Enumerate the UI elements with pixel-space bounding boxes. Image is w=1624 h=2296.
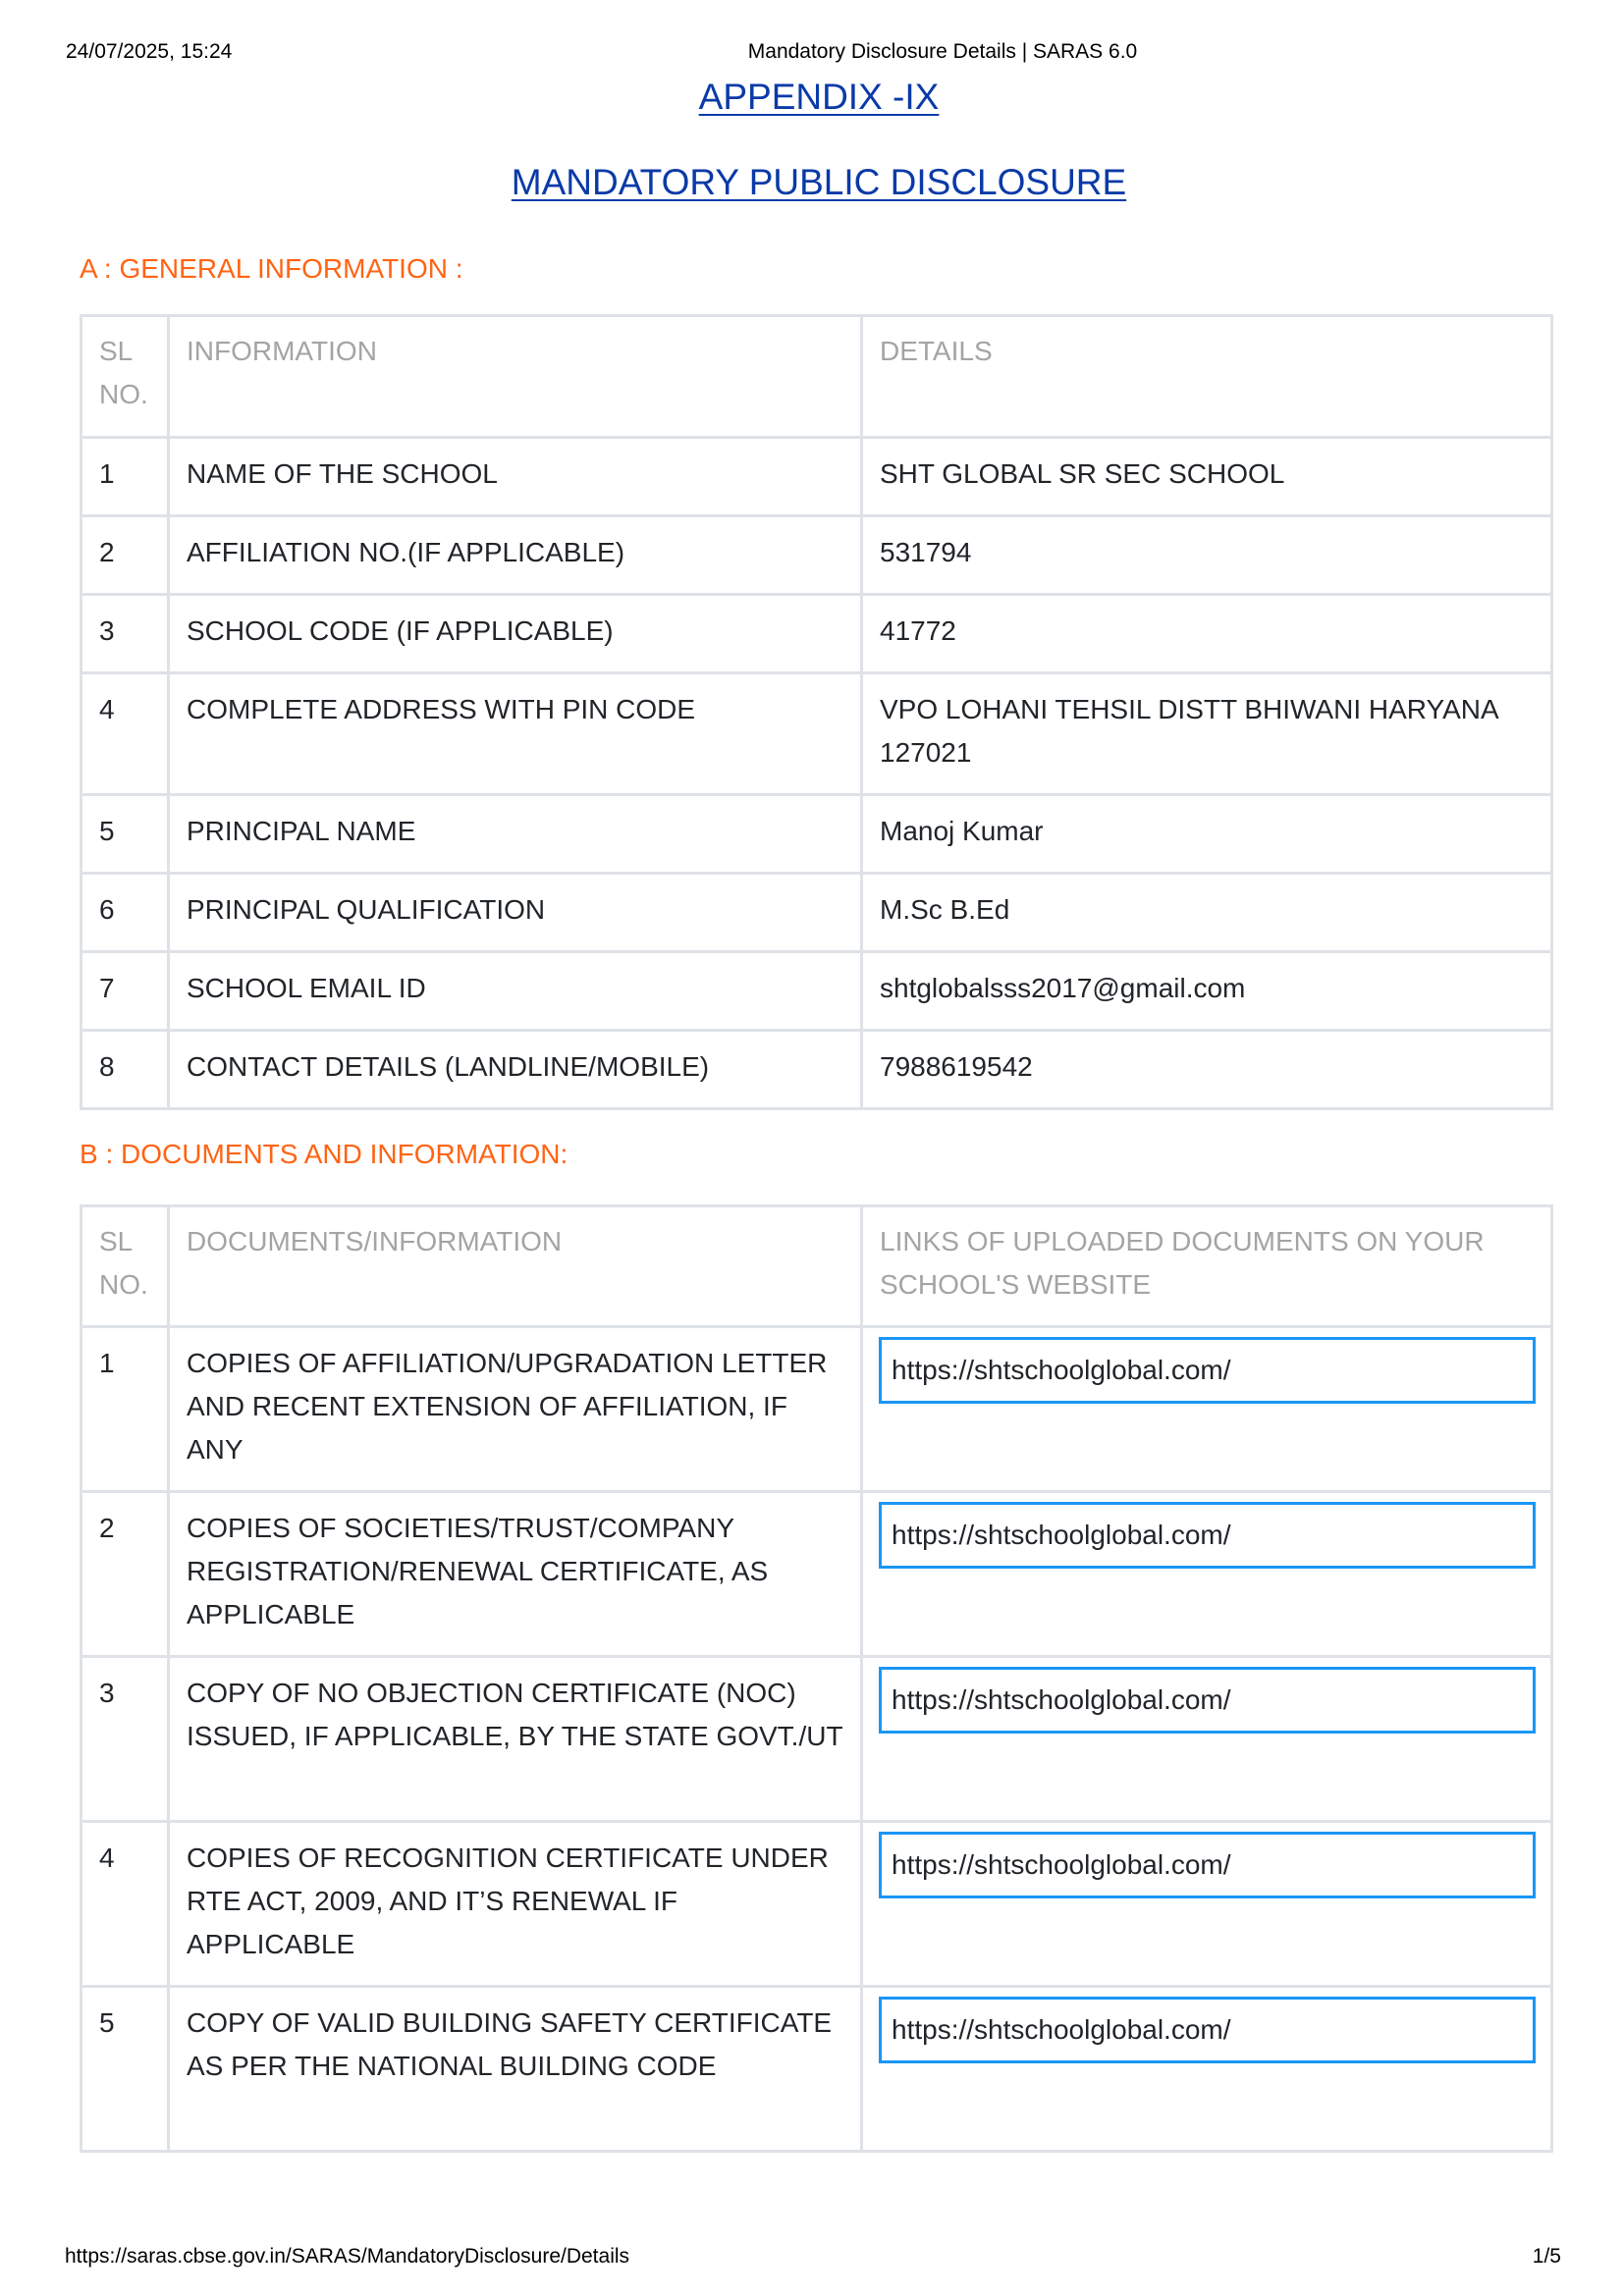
document-cell: COPY OF NO OBJECTION CERTIFICATE (NOC) ISSUED, IF APPLICABLE, BY THE STATE GOVT./UT <box>169 1657 862 1822</box>
details-cell: shtglobalsss2017@gmail.com <box>862 952 1552 1031</box>
print-page-number: 1/5 <box>1532 2245 1561 2268</box>
details-cell: 7988619542 <box>862 1031 1552 1109</box>
details-cell: M.Sc B.Ed <box>862 874 1552 952</box>
sl-no-cell: 8 <box>81 1031 169 1109</box>
sl-no-cell: 1 <box>81 438 169 516</box>
document-link-input[interactable] <box>879 1502 1536 1569</box>
sl-no-cell: 5 <box>81 795 169 874</box>
document-cell: COPIES OF RECOGNITION CERTIFICATE UNDER RTE ACT, 2009, AND IT’S RENEWAL IF APPLICABLE <box>169 1822 862 1987</box>
table-row <box>81 595 1552 673</box>
table-row <box>81 1327 1552 1492</box>
print-datetime: 24/07/2025, 15:24 <box>66 40 233 63</box>
information-cell: CONTACT DETAILS (LANDLINE/MOBILE) <box>169 1031 862 1109</box>
information-cell: SCHOOL CODE (IF APPLICABLE) <box>169 595 862 673</box>
sl-no-cell: 5 <box>81 1987 169 2152</box>
print-footer-url: https://saras.cbse.gov.in/SARAS/MandatoryDisclosure/Details <box>65 2245 630 2268</box>
table-row <box>81 952 1552 1031</box>
table-header-row <box>81 316 1552 438</box>
details-cell: SHT GLOBAL SR SEC SCHOOL <box>862 438 1552 516</box>
print-page-title-wrap <box>0 40 1624 64</box>
details-cell: VPO LOHANI TEHSIL DISTT BHIWANI HARYANA 127021 <box>862 673 1552 795</box>
sl-no-cell: 6 <box>81 874 169 952</box>
document-link-input[interactable] <box>879 1337 1536 1404</box>
document-link-input[interactable] <box>879 1667 1536 1734</box>
table-row <box>81 1822 1552 1987</box>
column-header-information: INFORMATION <box>169 316 862 438</box>
column-header-documents: DOCUMENTS/INFORMATION <box>169 1206 862 1327</box>
table-row <box>81 438 1552 516</box>
column-header-sl-no: SL NO. <box>81 316 169 438</box>
information-cell: PRINCIPAL NAME <box>169 795 862 874</box>
column-header-details: DETAILS <box>862 316 1552 438</box>
link-cell <box>862 1327 1552 1492</box>
column-header-sl-no: SL NO. <box>81 1206 169 1327</box>
table-row <box>81 1031 1552 1109</box>
link-cell <box>862 1822 1552 1987</box>
information-cell: PRINCIPAL QUALIFICATION <box>169 874 862 952</box>
link-cell <box>862 1987 1552 2152</box>
document-cell: COPY OF VALID BUILDING SAFETY CERTIFICATE AS PER THE NATIONAL BUILDING CODE <box>169 1987 862 2152</box>
sl-no-cell: 1 <box>81 1327 169 1492</box>
table-row <box>81 874 1552 952</box>
link-cell <box>862 1492 1552 1657</box>
sl-no-cell: 2 <box>81 1492 169 1657</box>
sl-no-cell: 2 <box>81 516 169 595</box>
general-information-table <box>80 314 1553 1110</box>
table-row <box>81 1987 1552 2152</box>
print-page-title: Mandatory Disclosure Details | SARAS 6.0 <box>747 40 1138 63</box>
document-link-input[interactable] <box>879 1832 1536 1898</box>
details-cell: Manoj Kumar <box>862 795 1552 874</box>
document-link-input[interactable] <box>879 1997 1536 2063</box>
sl-no-cell: 4 <box>81 673 169 795</box>
sl-no-cell: 4 <box>81 1822 169 1987</box>
section-b-heading: B : DOCUMENTS AND INFORMATION: <box>80 1139 568 1169</box>
main-title[interactable]: MANDATORY PUBLIC DISCLOSURE <box>511 162 1127 202</box>
information-cell: NAME OF THE SCHOOL <box>169 438 862 516</box>
table-row <box>81 516 1552 595</box>
document-cell: COPIES OF SOCIETIES/TRUST/COMPANY REGISTRATION/RENEWAL CERTIFICATE, AS APPLICABLE <box>169 1492 862 1657</box>
information-cell: COMPLETE ADDRESS WITH PIN CODE <box>169 673 862 795</box>
details-cell: 41772 <box>862 595 1552 673</box>
document-cell: COPIES OF AFFILIATION/UPGRADATION LETTER AND RECENT EXTENSION OF AFFILIATION, IF ANY <box>169 1327 862 1492</box>
details-cell: 531794 <box>862 516 1552 595</box>
table-row <box>81 673 1552 795</box>
section-a-heading: A : GENERAL INFORMATION : <box>80 253 463 284</box>
sl-no-cell: 3 <box>81 595 169 673</box>
information-cell: AFFILIATION NO.(IF APPLICABLE) <box>169 516 862 595</box>
documents-table <box>80 1204 1553 2153</box>
table-row <box>81 795 1552 874</box>
appendix-title[interactable]: APPENDIX -IX <box>698 77 940 117</box>
information-cell: SCHOOL EMAIL ID <box>169 952 862 1031</box>
column-header-links: LINKS OF UPLOADED DOCUMENTS ON YOUR SCHOOL'S WEBSITE <box>862 1206 1552 1327</box>
table-row <box>81 1657 1552 1822</box>
sl-no-cell: 7 <box>81 952 169 1031</box>
link-cell <box>862 1657 1552 1822</box>
table-row <box>81 1492 1552 1657</box>
sl-no-cell: 3 <box>81 1657 169 1822</box>
table-header-row <box>81 1206 1552 1327</box>
